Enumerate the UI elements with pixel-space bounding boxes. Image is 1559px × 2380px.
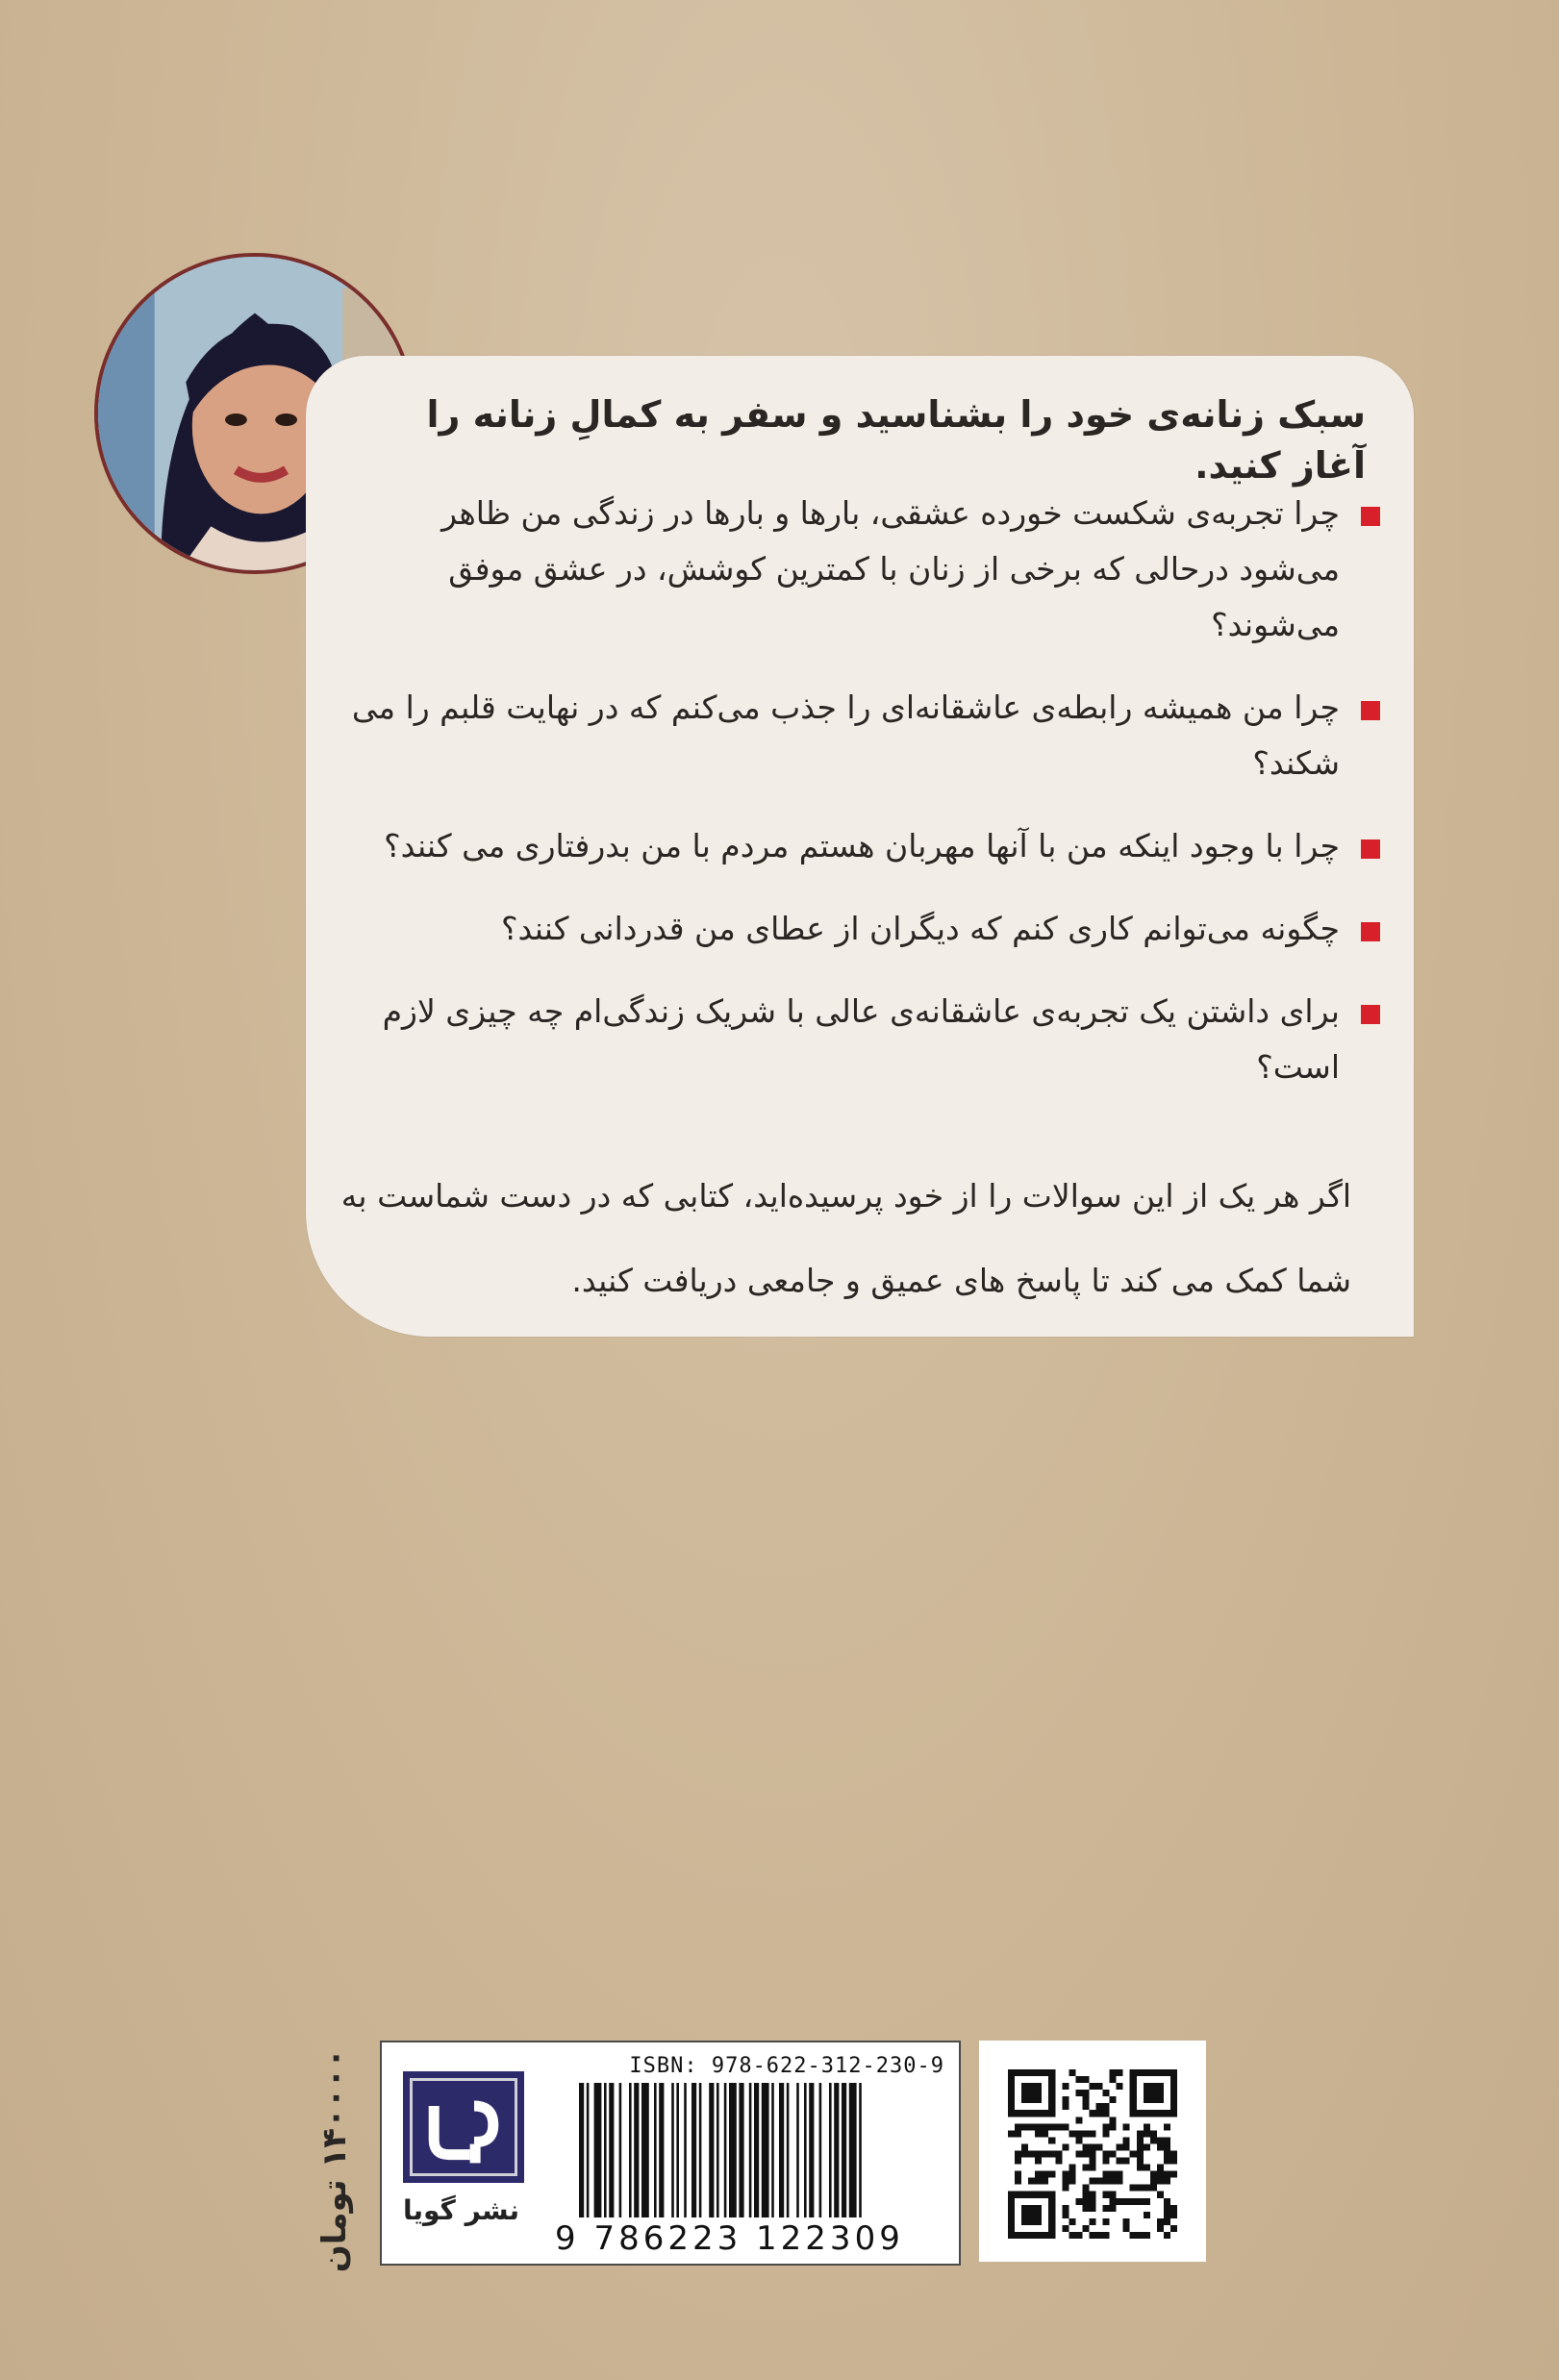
question-item: چرا تجربه‌ی شکست خورده عشقی، بارها و بارها در زندگی من ظاهر می‌شود درحالی که برخی از زنان با کمترین کوشش، در عشق موفق می‌شوند؟ <box>332 486 1380 653</box>
publisher-logo <box>403 2071 524 2183</box>
question-item: چرا با وجود اینکه من با آنها مهربان هستم مردم با من بدرفتاری می کنند؟ <box>332 818 1380 874</box>
headline: سبک زنانه‌ی خود را بشناسید و سفر به کمالِ زنانه را آغاز کنید. <box>426 393 1366 488</box>
bullet-square-icon <box>1361 839 1380 859</box>
publisher-name: نشر گویا <box>402 2194 520 2226</box>
isbn-label: ISBN: 978-622-312-230-9 <box>629 2054 944 2078</box>
barcode-digits: 9 786223 122309 <box>555 2219 904 2258</box>
bullet-square-icon <box>1361 701 1380 720</box>
bullet-square-icon <box>1361 507 1380 526</box>
question-item: برای داشتن یک تجربه‌ی عاشقانه‌ی عالی با شریک زندگی‌ام چه چیزی لازم است؟ <box>332 984 1380 1095</box>
question-item: چگونه می‌توانم کاری کنم که دیگران از عطای من قدردانی کنند؟ <box>332 901 1380 957</box>
barcode-panel <box>380 2041 961 2266</box>
price-label: ۱۴۰۰۰۰ تومان <box>315 2048 354 2273</box>
bullet-square-icon <box>1361 1005 1380 1024</box>
qr-code-icon <box>1008 2069 1177 2239</box>
closing-paragraph: اگر هر یک از این سوالات را از خود پرسیده‌اید، کتابی که در دست شماست به شما کمک می کند تا پاسخ های عمیق و جامعی دریافت کنید. <box>340 1177 1351 1299</box>
question-list <box>332 486 1380 1122</box>
barcode-icon <box>579 2083 949 2217</box>
question-item: چرا من همیشه رابطه‌ی عاشقانه‌ای را جذب می‌کنم که در نهایت قلبم را می شکند؟ <box>332 680 1380 791</box>
bullet-square-icon <box>1361 922 1380 941</box>
description-card <box>306 356 1414 1337</box>
qr-code-panel <box>979 2041 1206 2262</box>
